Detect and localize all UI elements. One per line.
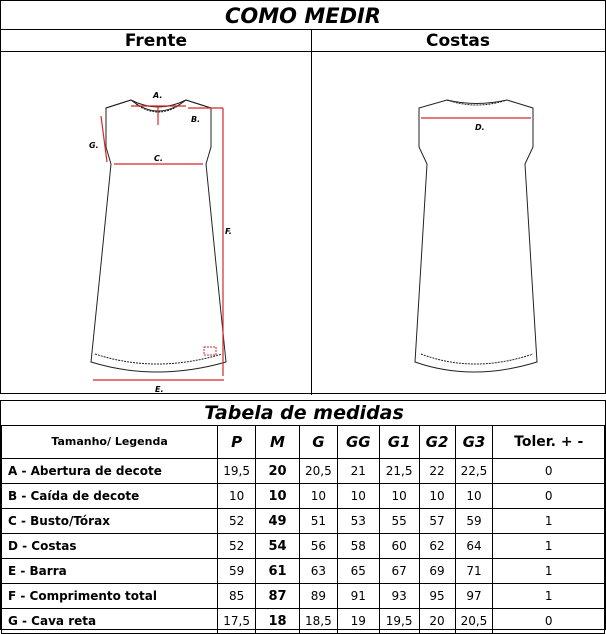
- size-value-cell: 52: [218, 534, 256, 559]
- row-label: D - Costas: [2, 534, 218, 559]
- row-label: F - Comprimento total: [2, 584, 218, 609]
- size-value-cell: 20: [419, 609, 455, 634]
- size-value-cell: 10: [379, 484, 419, 509]
- back-panel-title: Costas: [311, 30, 605, 52]
- table-row: [2, 484, 605, 509]
- size-value-cell: 97: [455, 584, 493, 609]
- size-value-cell: 20,5: [299, 459, 337, 484]
- size-value-cell: 64: [455, 534, 493, 559]
- size-value-cell: 58: [337, 534, 379, 559]
- size-value-cell: 91: [337, 584, 379, 609]
- measurement-table: [1, 425, 605, 634]
- front-dress-diagram: [81, 52, 281, 392]
- tolerance-header: Toler. + -: [493, 426, 605, 459]
- label-c: C.: [154, 154, 163, 163]
- size-value-cell: 10: [419, 484, 455, 509]
- size-value-cell: 20,5: [455, 609, 493, 634]
- size-value-cell: 21: [337, 459, 379, 484]
- size-value-cell: 17,5: [218, 609, 256, 634]
- size-value-cell: 87: [256, 584, 300, 609]
- size-value-cell: 57: [419, 509, 455, 534]
- size-value-cell: 85: [218, 584, 256, 609]
- size-value-cell: 59: [455, 509, 493, 534]
- size-value-cell: 95: [419, 584, 455, 609]
- size-value-cell: 10: [337, 484, 379, 509]
- table-row: [2, 559, 605, 584]
- back-dress-diagram: [409, 52, 559, 392]
- diagram-panel: [0, 29, 606, 394]
- table-row: [2, 534, 605, 559]
- table-row: [2, 584, 605, 609]
- size-value-cell: 60: [379, 534, 419, 559]
- size-value-cell: 61: [256, 559, 300, 584]
- legend-header: Tamanho/ Legenda: [2, 426, 218, 459]
- table-header-row: [2, 426, 605, 459]
- tolerance-cell: 0: [493, 484, 605, 509]
- label-a: A.: [153, 91, 163, 100]
- size-header: M: [256, 426, 300, 459]
- size-value-cell: 18,5: [299, 609, 337, 634]
- size-header: G3: [455, 426, 493, 459]
- size-value-cell: 21,5: [379, 459, 419, 484]
- size-value-cell: 10: [256, 484, 300, 509]
- size-value-cell: 63: [299, 559, 337, 584]
- size-value-cell: 55: [379, 509, 419, 534]
- label-f: F.: [225, 227, 232, 236]
- label-g: G.: [89, 141, 99, 150]
- label-e: E.: [155, 385, 164, 392]
- size-header: P: [218, 426, 256, 459]
- size-value-cell: 19,5: [218, 459, 256, 484]
- size-header: G: [299, 426, 337, 459]
- table-title: Tabela de medidas: [204, 402, 404, 424]
- row-label: E - Barra: [2, 559, 218, 584]
- label-d: D.: [475, 123, 485, 132]
- size-value-cell: 22,5: [455, 459, 493, 484]
- size-value-cell: 10: [218, 484, 256, 509]
- size-value-cell: 62: [419, 534, 455, 559]
- size-header: G1: [379, 426, 419, 459]
- size-value-cell: 69: [419, 559, 455, 584]
- size-value-cell: 93: [379, 584, 419, 609]
- tolerance-cell: 1: [493, 559, 605, 584]
- front-panel-title: Frente: [1, 30, 312, 52]
- tolerance-cell: 1: [493, 509, 605, 534]
- size-value-cell: 22: [419, 459, 455, 484]
- size-value-cell: 56: [299, 534, 337, 559]
- size-value-cell: 54: [256, 534, 300, 559]
- size-value-cell: 20: [256, 459, 300, 484]
- table-row: [2, 459, 605, 484]
- size-value-cell: 65: [337, 559, 379, 584]
- size-value-cell: 59: [218, 559, 256, 584]
- size-value-cell: 19,5: [379, 609, 419, 634]
- row-label: G - Cava reta: [2, 609, 218, 634]
- size-header: GG: [337, 426, 379, 459]
- page-title: COMO MEDIR: [0, 0, 606, 30]
- size-value-cell: 51: [299, 509, 337, 534]
- panel-divider: [311, 30, 312, 395]
- row-label: A - Abertura de decote: [2, 459, 218, 484]
- row-label: C - Busto/Tórax: [2, 509, 218, 534]
- size-value-cell: 52: [218, 509, 256, 534]
- size-value-cell: 19: [337, 609, 379, 634]
- tolerance-cell: 1: [493, 584, 605, 609]
- size-value-cell: 71: [455, 559, 493, 584]
- size-value-cell: 10: [455, 484, 493, 509]
- size-value-cell: 10: [299, 484, 337, 509]
- size-value-cell: 53: [337, 509, 379, 534]
- tolerance-cell: 0: [493, 459, 605, 484]
- size-value-cell: 89: [299, 584, 337, 609]
- row-label: B - Caída de decote: [2, 484, 218, 509]
- size-value-cell: 18: [256, 609, 300, 634]
- tolerance-cell: 0: [493, 609, 605, 634]
- tolerance-cell: 1: [493, 534, 605, 559]
- size-header: G2: [419, 426, 455, 459]
- size-value-cell: 67: [379, 559, 419, 584]
- label-b: B.: [191, 115, 201, 124]
- table-row: [2, 509, 605, 534]
- measurement-table-section: [0, 400, 606, 630]
- size-value-cell: 49: [256, 509, 300, 534]
